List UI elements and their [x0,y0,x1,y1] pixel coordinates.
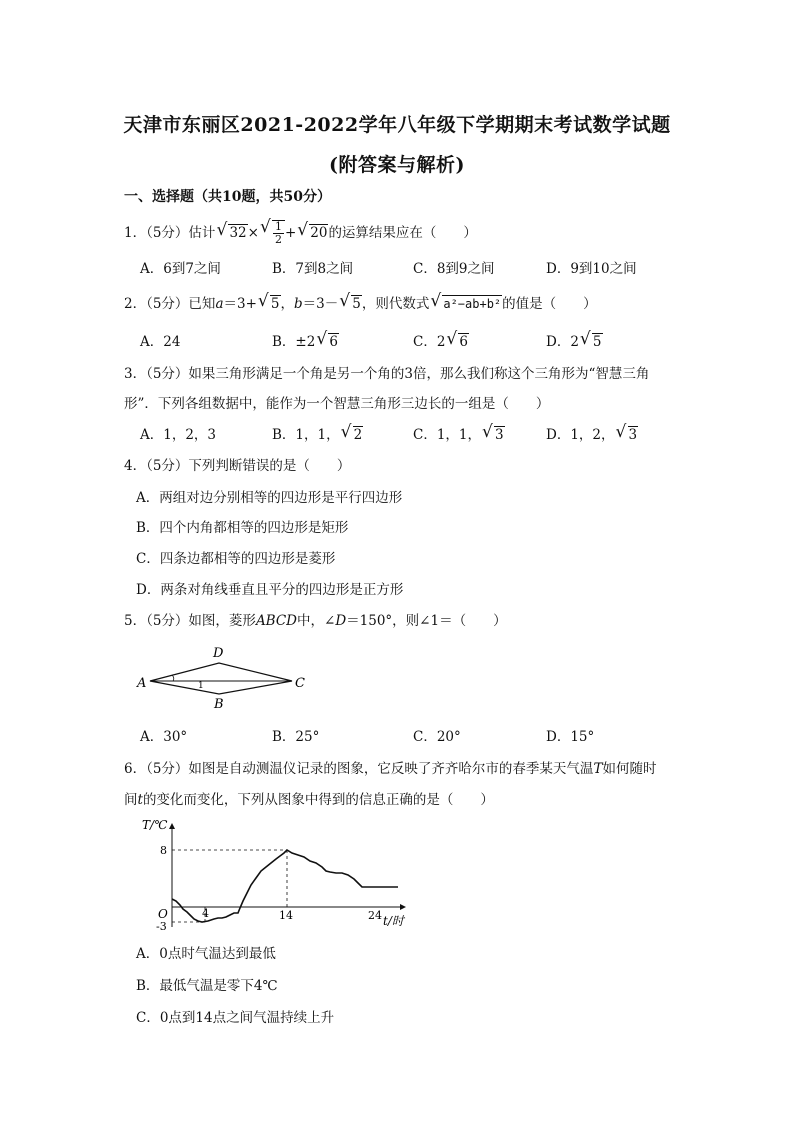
q5-option-d[interactable]: D．15° [546,729,595,745]
angle-1-label: 1 [198,681,204,691]
page-title: 天津市东丽区2021-2022学年八年级下学期期末考试数学试题 [123,114,671,136]
y-tick-neg3: -3 [156,920,167,933]
q1-option-b[interactable]: B．7到8之间 [272,261,354,277]
q1-times: × [247,225,259,241]
q1-prefix: 1．（5分）估计 [124,225,216,241]
y-axis-arrow [169,823,175,829]
q6-option-c[interactable]: C．0点到14点之间气温持续上升 [136,1010,335,1026]
q4-option-c[interactable]: C．四条边都相等的四边形是菱形 [136,551,336,567]
question-4-stem: 4．（5分）下列判断错误的是（ ） [124,458,351,474]
question-3-line-1: 3．（5分）如果三角形满足一个角是另一个角的3倍，那么我们称这个三角形为“智慧三角 [124,366,650,382]
question-6-line-2: 间t的变化而变化，下列从图象中得到的信息正确的是（ ） [124,792,494,808]
q2-option-b[interactable]: B．±2√ 6 [272,332,339,352]
angle-arc [172,675,174,681]
q2-option-a[interactable]: A．24 [140,334,181,350]
y-axis-label: T/℃ [142,818,168,832]
q1-option-c[interactable]: C．8到9之间 [413,261,495,277]
q6-option-b[interactable]: B．最低气温是零下4℃ [136,978,278,994]
question-5-stem: 5．（5分）如图，菱形ABCD中，∠D＝150°，则∠1＝（ ） [124,613,507,629]
vertex-b-label: B [214,697,224,712]
q1-sqrt-20: √ 20 [297,223,328,243]
q5-option-c[interactable]: C．20° [413,729,461,745]
question-6-line-1: 6．（5分）如图是自动测温仪记录的图象，它反映了齐齐哈尔市的春季某天气温T如何随时 [124,761,657,777]
q3-option-d[interactable]: D．1，2，√ 3 [546,425,638,445]
q3-option-a[interactable]: A．1，2，3 [140,427,217,443]
x-tick-14: 14 [279,909,293,922]
q4-option-d[interactable]: D．两条对角线垂直且平分的四边形是正方形 [136,582,404,598]
q4-option-a[interactable]: A．两组对边分别相等的四边形是平行四边形 [136,490,403,506]
vertex-d-label: D [213,646,224,661]
q5-option-b[interactable]: B．25° [272,729,320,745]
x-tick-4: 4 [202,907,209,920]
origin-label: O [158,907,168,921]
question-2-stem: 2．（5分）已知a＝3+√ 5，b＝3－√ 5，则代数式√ a²−ab+b²的值是（ ） [124,294,597,314]
q3-option-c[interactable]: C．1，1，√ 3 [413,425,505,445]
q4-option-b[interactable]: B．四个内角都相等的四边形是矩形 [136,520,349,536]
page-subtitle: (附答案与解析) [329,154,465,176]
x-axis-label: t/时 [383,914,404,928]
q1-option-d[interactable]: D．9到10之间 [546,261,637,277]
question-3-line-2: 形”．下列各组数据中，能作为一个智慧三角形三边长的一组是（ ） [124,396,550,412]
q1-sqrt-32: √ 32 [216,223,247,243]
q2-expression: √ a²−ab+b² [430,294,502,314]
q5-option-a[interactable]: A．30° [140,729,188,745]
q1-plus: + [284,225,297,241]
q2-option-d[interactable]: D．2√ 5 [546,332,603,352]
q1-option-a[interactable]: A．6到7之间 [140,261,221,277]
section-header: 一、选择题（共10题，共50分） [124,189,331,205]
q1-sqrt-half: √ $\frac{1}{2}$ [260,220,285,246]
x-tick-24: 24 [368,909,382,922]
question-1-stem [124,220,477,246]
temperature-graph [130,815,420,935]
y-tick-8: 8 [160,844,167,857]
rhombus-outline [150,663,292,694]
vertex-c-label: C [295,676,305,691]
q6-option-a[interactable]: A．0点时气温达到最低 [136,946,276,962]
x-axis-arrow [400,904,406,910]
q3-option-b[interactable]: B．1，1，√ 2 [272,425,363,445]
vertex-a-label: A [137,676,147,691]
q2-option-c[interactable]: C．2√ 6 [413,332,469,352]
rhombus-figure [132,642,322,712]
q1-suffix: 的运算结果应在（ ） [328,225,477,241]
